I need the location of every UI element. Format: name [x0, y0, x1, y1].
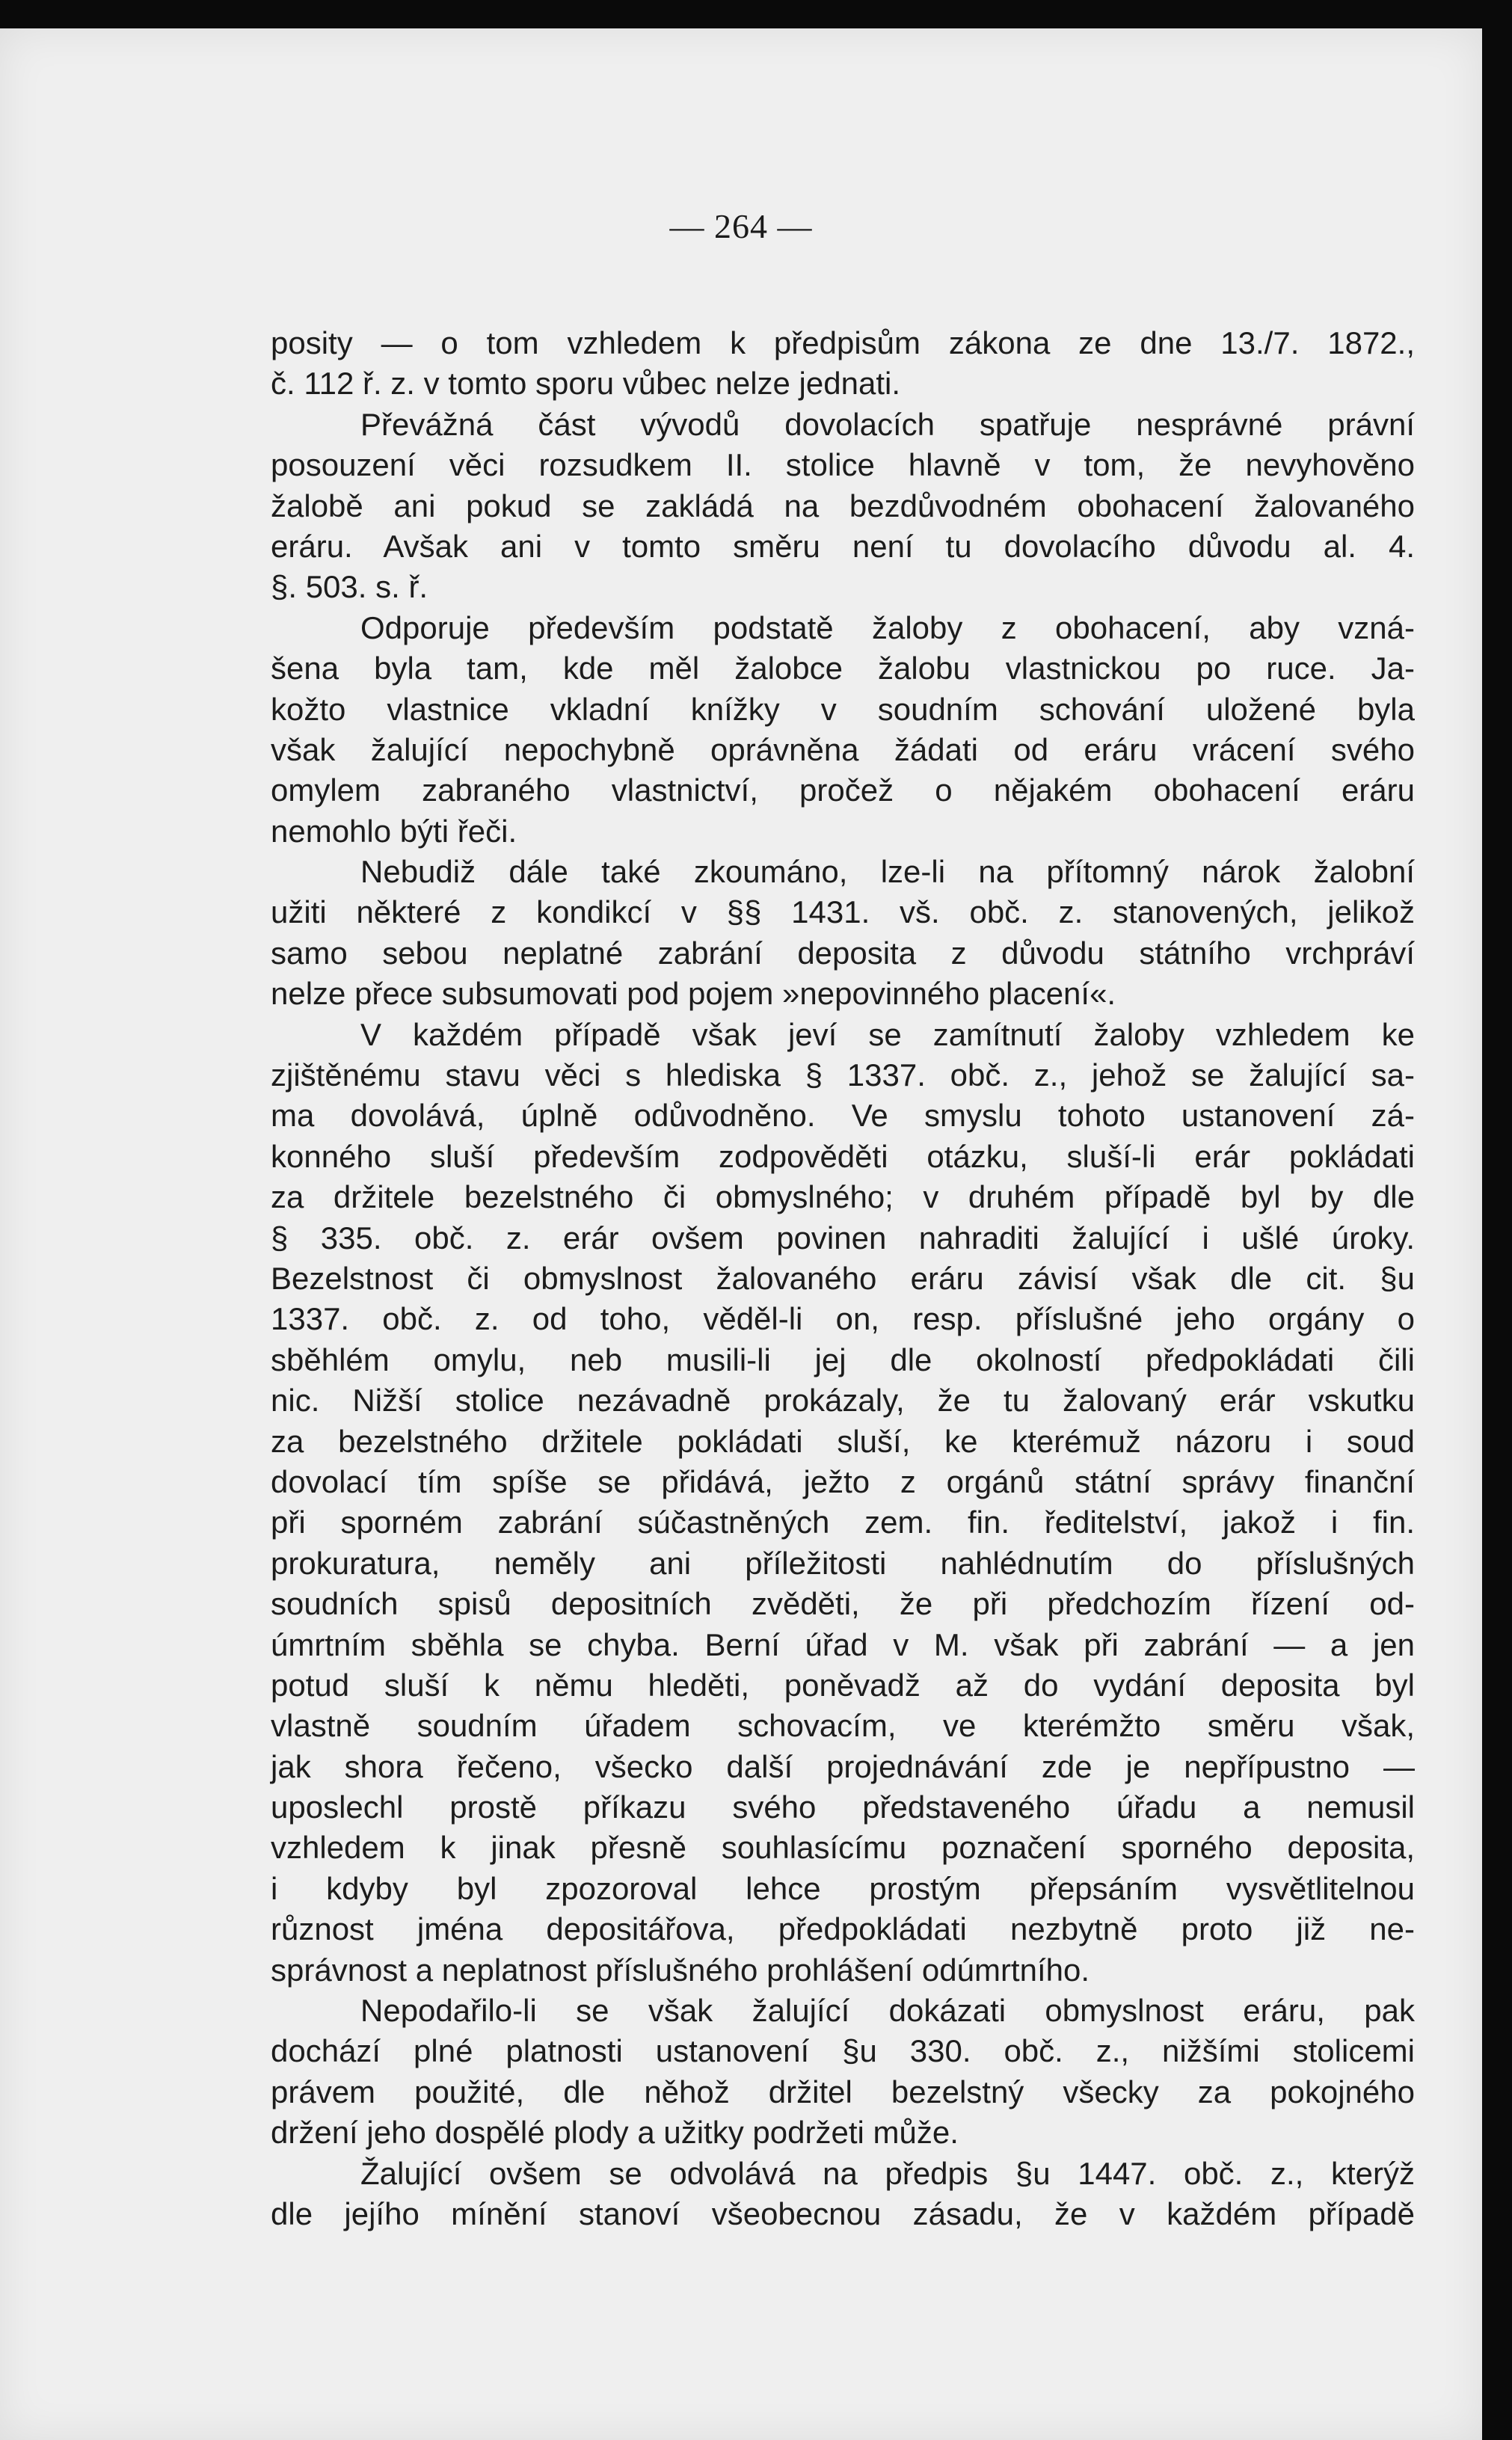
text-line: žalobě ani pokud se zakládá na bezdůvodném obohacení žalovaného: [271, 488, 1415, 523]
text-line: soudních spisů depositních zvěděti, že při předchozím řízení od-: [271, 1586, 1415, 1622]
text-line: Nebudiž dále také zkoumáno, lze-li na přítomný nárok žalobní: [360, 854, 1415, 890]
body-text: [271, 323, 1415, 2234]
text-line: za bezelstného držitele pokládati sluší, ke kterémuž názoru i soud: [271, 1423, 1415, 1459]
text-line: §. 503. s. ř.: [271, 569, 428, 605]
text-line: vlastně soudním úřadem schovacím, ve kterémžto směru však,: [271, 1708, 1415, 1744]
text-line: potud sluší k němu hleděti, poněvadž až do vydání deposita byl: [271, 1667, 1415, 1703]
text-line: Odporuje především podstatě žaloby z obohacení, aby vzná-: [360, 609, 1415, 645]
text-line: nelze přece subsumovati pod pojem »nepovinného placení«.: [271, 976, 1116, 1012]
text-line: uposlechl prostě příkazu svého představeného úřadu a nemusil: [271, 1789, 1415, 1825]
text-line: různost jména depositářova, předpokládati nezbytně proto již ne-: [271, 1911, 1415, 1947]
text-line: Převážná část vývodů dovolacích spatřuje nesprávné právní: [360, 406, 1415, 442]
text-line: vzhledem k jinak přesně souhlasícímu poznačení sporného deposita,: [271, 1830, 1415, 1866]
text-line: Nepodařilo-li se však žalující dokázati obmyslnost eráru, pak: [360, 1993, 1415, 2029]
text-line: za držitele bezelstného či obmyslného; v druhém případě byl by dle: [271, 1179, 1415, 1215]
text-line: č. 112 ř. z. v tomto sporu vůbec nelze jednati.: [271, 366, 900, 402]
text-line: úmrtním sběhla se chyba. Berní úřad v M. však při zabrání — a jen: [271, 1626, 1415, 1662]
text-line: zjištěnému stavu věci s hlediska § 1337. obč. z., jehož se žalující sa-: [271, 1057, 1415, 1093]
text-line: dochází plné platnosti ustanovení §u 330. obč. z., nižšími stolicemi: [271, 2033, 1415, 2069]
text-line: nemohlo býti řeči.: [271, 813, 517, 849]
text-line: omylem zabraného vlastnictví, pročež o nějakém obohacení eráru: [271, 772, 1415, 808]
text-line: užiti některé z kondikcí v §§ 1431. vš. obč. z. stanovených, jelikož: [271, 894, 1415, 930]
text-line: prokuratura, neměly ani příležitosti nahlédnutím do příslušných: [271, 1545, 1415, 1581]
text-line: samo sebou neplatné zabrání deposita z důvodu státního vrchpráví: [271, 935, 1415, 971]
text-line: jak shora řečeno, všecko další projednávání zde je nepřípustno —: [271, 1748, 1415, 1784]
text-line: posouzení věci rozsudkem II. stolice hlavně v tom, že nevyhověno: [271, 447, 1415, 483]
text-line: § 335. obč. z. erár ovšem povinen nahraditi žalující i ušlé úroky.: [271, 1220, 1415, 1256]
text-line: i kdyby byl zpozoroval lehce prostým přepsáním vysvětlitelnou: [271, 1870, 1415, 1906]
text-line: šena byla tam, kde měl žalobce žalobu vlastnickou po ruce. Ja-: [271, 651, 1415, 686]
text-line: ma dovolává, úplně odůvodněno. Ve smyslu tohoto ustanovení zá-: [271, 1098, 1415, 1134]
text-line: Žalující ovšem se odvolává na předpis §u 1447. obč. z., kterýž: [360, 2155, 1415, 2191]
page-number: — 264 —: [669, 207, 813, 245]
text-line: držení jeho dospělé plody a užitky podržeti může.: [271, 2115, 959, 2151]
text-line: nic. Nižší stolice nezávadně prokázaly, že tu žalovaný erár vskutku: [271, 1383, 1415, 1419]
text-line: eráru. Avšak ani v tomto směru není tu dovolacího důvodu al. 4.: [271, 528, 1415, 564]
text-line: při sporném zabrání súčastněných zem. fin. ředitelství, jakož i fin.: [271, 1505, 1415, 1540]
text-line: dovolací tím spíše se přidává, ježto z orgánů státní správy finanční: [271, 1463, 1415, 1499]
text-line: posity — o tom vzhledem k předpisům zákona ze dne 13./7. 1872.,: [271, 325, 1415, 360]
text-line: konného sluší především zodpověděti otázku, sluší-li erár pokládati: [271, 1138, 1415, 1174]
text-line: kožto vlastnice vkladní knížky v soudním schování uložené byla: [271, 691, 1415, 727]
text-line: Bezelstnost či obmyslnost žalovaného eráru závisí však dle cit. §u: [271, 1260, 1415, 1296]
text-line: dle jejího mínění stanoví všeobecnou zásadu, že v každém případě: [271, 2195, 1415, 2231]
text-line: 1337. obč. z. od toho, věděl-li on, resp. příslušné jeho orgány o: [271, 1301, 1415, 1337]
text-line: sběhlém omylu, neb musili-li jej dle okolností předpokládati čili: [271, 1342, 1415, 1377]
document-page: [0, 28, 1482, 2440]
text-line: však žalující nepochybně oprávněna žádati od eráru vrácení svého: [271, 731, 1415, 767]
text-line: V každém případě však jeví se zamítnutí žaloby vzhledem ke: [360, 1016, 1415, 1052]
text-line: právem použité, dle něhož držitel bezelstný všecky za pokojného: [271, 2074, 1415, 2109]
text-line: správnost a neplatnost příslušného prohlášení odúmrtního.: [271, 1952, 1090, 1988]
